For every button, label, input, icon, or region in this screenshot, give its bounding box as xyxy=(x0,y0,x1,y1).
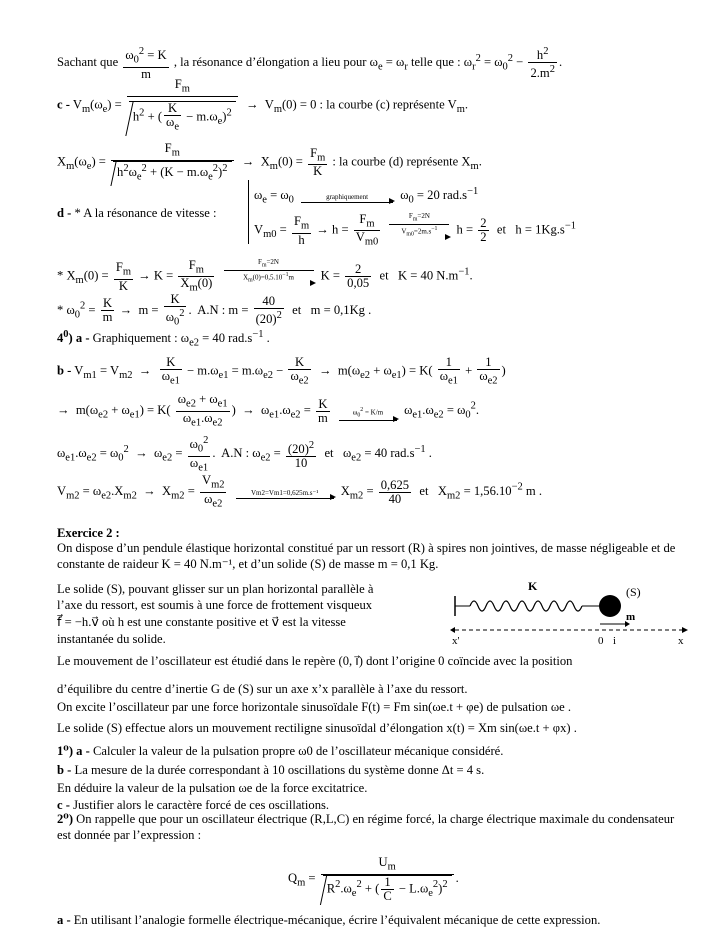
exercise2-title: Exercice 2 : xyxy=(57,526,120,540)
ex2-p1: On dispose d’un pendule élastique horizontal constitué par un ressort (R) à spires non jointives, de masse négligeable et de constante de raideur K = 40 N.m⁻¹, et d’un solide (S) de masse m = 0,1 Kg. xyxy=(57,541,676,571)
m-label: m xyxy=(626,611,636,623)
ex2-p3b: d’équilibre du centre d’inertie G de (S) sur un axe x’x parallèle à l’axe du ressort. xyxy=(57,682,468,696)
b-line4: $V_{m2} = \omega_{e2}.X_{m2} \to X_{m2}$ = $\frac{V_{m2}}{\omega_{e2}}$ Vm2=Vm1=0,625m.s⁻¹ $X_{m2}$ = $\frac{0,625}{40}$ et $X_{m2} = 1,56.10^{-2}$ m . xyxy=(57,473,543,510)
d-label: d - * A la résonance de vitesse : xyxy=(57,206,217,220)
q1b2-line: En déduire la valeur de la pulsation ωe de la force excitatrice. xyxy=(57,781,368,795)
x-label: x xyxy=(678,635,684,647)
ex2-p5: Le solide (S) effectue alors un mouvement rectiligne sinusoïdal d’élongation x(t) = Xm sin(ωe.t + φx) . xyxy=(57,721,577,735)
s-label: (S) xyxy=(626,585,641,599)
i-vector-label: i xyxy=(613,635,617,647)
q1a-line: 1⁰) a - Calculer la valeur de la pulsation propre ω0 de l’oscillateur mécanique considéré. xyxy=(57,744,504,758)
mass-ball xyxy=(599,595,621,617)
d-line1: $\omega_e = \omega_0$ graphiquement $\omega_0 = 20$ $rad.s^{-1}$ xyxy=(254,186,479,206)
d-line2: $V_{m0}$ = $\frac{F_m}{h}$ → h = $\frac{F_m}{V_{m0}}$ $\frac{F_m=2N}{V_{m0}=2m.s^{-1}}$ h = $\frac{2}{2}$ et $h = 1Kg.s^{-1}$ xyxy=(254,211,576,248)
spring-icon xyxy=(470,601,582,611)
ex2-p2b: l’axe du ressort, est soumis à une force de frottement visqueux xyxy=(57,598,373,612)
ex2-p2a: Le solide (S), pouvant glisser sur un plan horizontal parallèle à xyxy=(57,582,374,596)
q1c-line: c - Justifier alors le caractère forcé de ces oscillations. xyxy=(57,798,330,812)
star2-line: * $X_m(0)$ = $\frac{F_m}{K}$ → K = $\frac{F_m}{X_m(0)}$ $\frac{F_m=2N}{X_m(0)=0,5.10^{-1}m}$ K = $\frac{2}{0,05}$ et K = 40 $N.m^{-1}$. xyxy=(57,257,473,294)
b-line1: $b - V_{m1} = V_{m2}$ → $\frac{K}{\omega_{e1}}$ − $m.\omega_{e1} = m.\omega_{e2}$ − $\frac{K}{\omega_{e2}}$ → $m(\omega_{e2} + \omega_{e1}) = K$( $\frac{1}{\omega_{e1}}$ + $\frac{1}{\omega_{e2}}$ ) xyxy=(57,355,506,387)
k-label: K xyxy=(528,579,538,593)
q2a-line: a - En utilisant l’analogie formelle électrique-mécanique, écrire l’équivalent mécanique de cette expression. xyxy=(57,913,601,927)
q4a-line: $4^0$) a - Graphiquement : $\omega_{e2} = 40$ $rad.s^{-1}$ . xyxy=(57,329,270,349)
ex2-p2d: instantanée du solide. xyxy=(57,632,166,646)
b-line3: $\omega_{e1}.\omega_{e2} = \omega_0^2 \to \omega_{e2}$ = $\frac{\omega_0^2}{\omega_{e1}}$ . A.N : $\omega_{e2}$ = $\frac{(20)^2}{10}$ et $\omega_{e2} = 40$ $rad.s^{-1}$ . xyxy=(57,435,432,474)
x-prime-label: x' xyxy=(452,635,460,647)
star3-line: * $\omega_0^2$ = $\frac{K}{m}$ → m = $\frac{K}{\omega_0^2}$ . A.N : m = $\frac{40}{(20)^2}$ et m = 0,1Kg . xyxy=(57,292,372,328)
qm-equation: $Q_m$ = $U_m$ $R^2.\omega_e^2$ + ( $\frac{1}{C}$ − $L.\omega_e^2)^2$ . xyxy=(288,855,459,903)
q2-paragraph: 2⁰) On rappelle que pour un oscillateur électrique (R,L,C) en régime forcé, la charge électrique maximale du condensateur est donnée par l’expression : xyxy=(57,812,675,842)
ex2-p2c: f⃗ = −h.v⃗ où h est une constante positive et v⃗ est la vitesse xyxy=(57,615,346,629)
d-brace xyxy=(248,180,249,244)
ex2-p4: On excite l’oscillateur par une force horizontale sinusoïdale F(t) = Fm sin(ωe.t + φe) de pulsation ωe . xyxy=(57,700,572,714)
ex2-p3a: Le mouvement de l’oscillateur est étudié dans le repère (0, i⃗) dont l’origine 0 coïncide avec la position xyxy=(57,654,573,668)
intro-line: Sachant que $\frac{\omega_0^2 = K}{m}$ , la résonance d’élongation a lieu pour $\omega_e = \omega_r$ telle que : $\omega_r^2 = \omega_0^2$ − $\frac{h^2}{2.m^2}$ . xyxy=(57,46,563,81)
q1b-line: b - La mesure de la durée correspondant à 10 oscillations du système donne Δt = 4 s. xyxy=(57,763,485,777)
c-vm-equation: c - $V_m(\omega_e)$ = $F_m$ $h^2$ + ( $\frac{K}{\omega_e}$ − $m.\omega_e)^2$ → $V_m(0) = 0$ : la courbe (c) représente $V_m$. xyxy=(57,77,469,133)
b-line2: → $m(\omega_{e2} + \omega_{e1}) = K$( $\frac{\omega_{e2} + \omega_{e1}}{\omega_{e1}.\omega_{e2}}$ ) → $\omega_{e1}.\omega_{e2}$ = $\frac{K}{m}$ $\omega_0^2 = K/m$ $\omega_{e1}.\omega_{e2} = \omega_0^2$. xyxy=(57,392,480,429)
spring-figure xyxy=(450,578,690,650)
origin-label: 0 xyxy=(598,635,604,647)
xm-equation: $X_m(\omega_e)$ = $\frac{F_m}{h^2\omega_e^2 + (K - m.\omega_e^2)^2}$ → $X_m(0)$ = $\frac{F_m}{K}$ : la courbe (d) représente $X_m$. xyxy=(57,141,482,183)
